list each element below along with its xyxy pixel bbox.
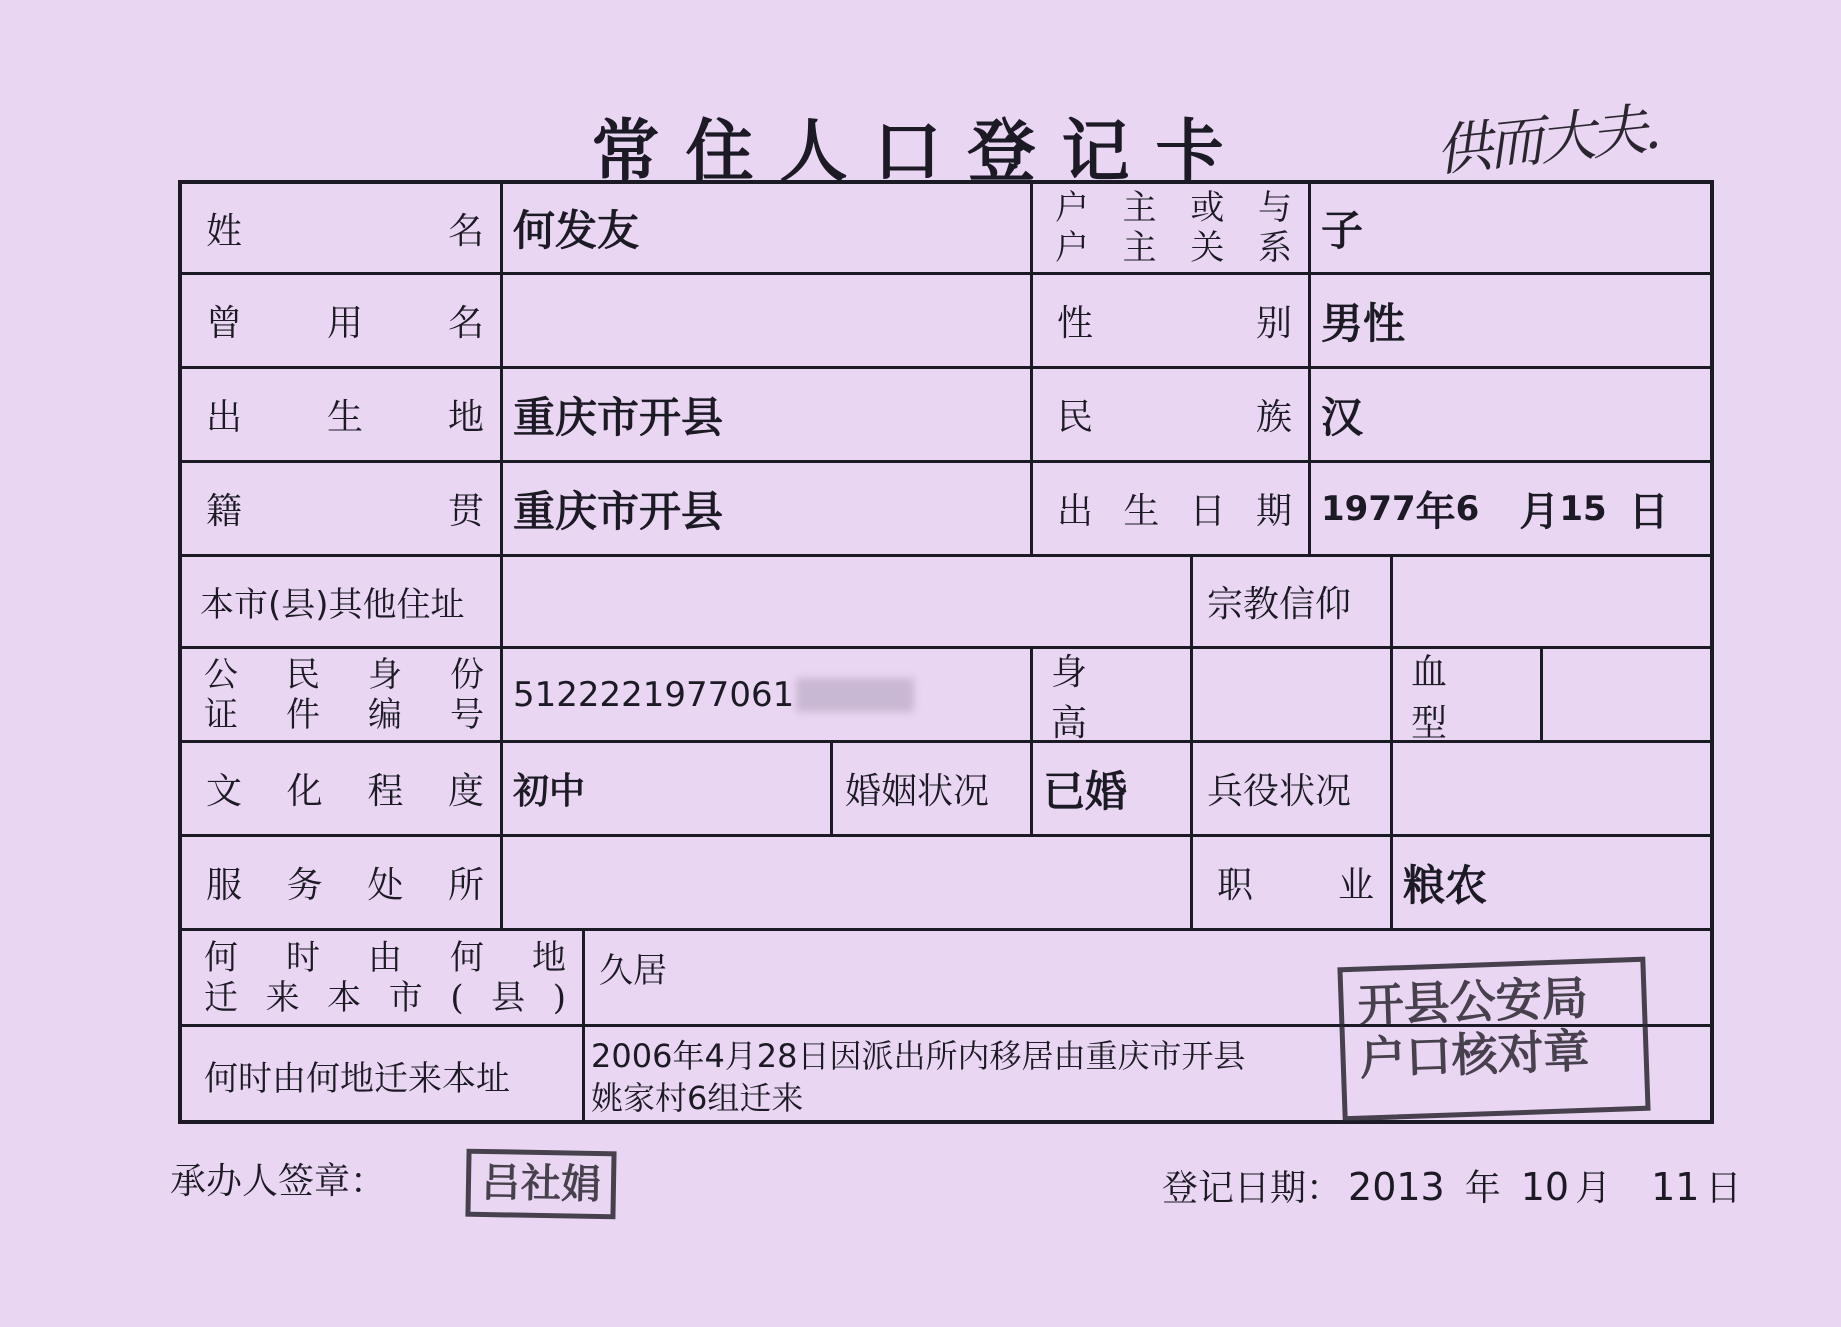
- label-char: 化: [286, 771, 323, 812]
- label-char: 县: [491, 977, 526, 1018]
- moved-city-value: 久居: [582, 928, 1714, 1024]
- id-number-label: [182, 646, 500, 740]
- label-char: 职: [1217, 865, 1254, 906]
- label-char: 处: [367, 865, 404, 906]
- label-char: 生: [1123, 491, 1160, 532]
- label-char: 姓: [206, 210, 243, 252]
- label-char: 贯: [447, 491, 484, 532]
- label-char: 地: [532, 937, 566, 978]
- label-char: 本: [327, 977, 362, 1018]
- redaction-blur: [796, 678, 914, 712]
- moved-address-label: 何时由何地迁来本址: [182, 1024, 582, 1124]
- birthplace-value: 重庆市开县: [500, 366, 1030, 460]
- marital-label: 婚姻状况: [830, 740, 1030, 834]
- card-title: 常住人口登记卡: [591, 113, 1250, 192]
- native-place-label: [182, 460, 500, 554]
- label-char: 名: [447, 210, 484, 252]
- label-char: 与: [1257, 188, 1292, 228]
- name-value: 何发友: [500, 184, 1030, 272]
- label-char: (: [450, 977, 464, 1018]
- occupation-value: 粮农: [1390, 834, 1714, 928]
- label-char: 日: [1189, 491, 1226, 532]
- label-char: 证: [204, 694, 238, 735]
- label-char: 度: [447, 771, 484, 812]
- education-value: 初中: [500, 740, 830, 834]
- other-address-label: 本市(县)其他住址: [182, 554, 500, 646]
- education-label: [182, 740, 500, 834]
- moved-city-label: [182, 928, 582, 1024]
- label-char: 件: [286, 694, 320, 735]
- former-name-value: [500, 272, 1030, 366]
- relation-label: [1030, 184, 1308, 272]
- native-place-value: 重庆市开县: [500, 460, 1030, 554]
- label-char: 名: [447, 303, 484, 344]
- sex-value: 男性: [1308, 272, 1714, 366]
- label-char: 族: [1255, 397, 1292, 438]
- label-char: 出: [206, 397, 243, 438]
- label-char: 出: [1057, 491, 1094, 532]
- label-char: 何: [204, 937, 238, 978]
- label-char: 曾: [206, 303, 243, 344]
- label-char: 务: [286, 865, 323, 906]
- label-char: 文: [206, 771, 243, 812]
- religion-label: 宗教信仰: [1190, 554, 1390, 646]
- label-char: 由: [368, 937, 402, 978]
- name-label: [182, 184, 500, 272]
- label-char: 程: [367, 771, 404, 812]
- label-char: 身: [368, 654, 402, 695]
- label-char: 所: [447, 865, 484, 906]
- label-char: 来: [265, 977, 300, 1018]
- label-char: 编: [368, 694, 402, 735]
- ethnicity-label: [1030, 366, 1308, 460]
- label-char: 业: [1337, 865, 1374, 906]
- height-label: 身高: [1030, 646, 1190, 740]
- relation-value: 子: [1308, 184, 1714, 272]
- ethnicity-value: 汉: [1308, 366, 1714, 460]
- occupation-label: [1190, 834, 1390, 928]
- handwritten-note: 供而大夫.: [1432, 96, 1661, 185]
- police-verification-stamp: 开县公安局 户口核对章: [1337, 957, 1650, 1122]
- label-char: 公: [204, 654, 238, 695]
- id-number-value: 5122221977061: [500, 646, 1030, 740]
- birth-date-label: [1030, 460, 1308, 554]
- label-char: 市: [388, 977, 423, 1018]
- label-char: 主: [1122, 228, 1157, 268]
- blood-type-value: [1540, 646, 1714, 740]
- label-char: 服: [206, 865, 243, 906]
- label-char: 主: [1122, 188, 1157, 228]
- moved-address-value: 2006年4月28日因派出所内移居由重庆市开县 姚家村6组迁来: [582, 1024, 1714, 1124]
- marital-value: 已婚: [1030, 740, 1190, 834]
- label-char: 份: [450, 654, 484, 695]
- label-char: 系: [1257, 228, 1292, 268]
- workplace-label: [182, 834, 500, 928]
- military-label: 兵役状况: [1190, 740, 1390, 834]
- label-char: 用: [326, 303, 363, 344]
- label-char: 民: [286, 654, 320, 695]
- label-char: 号: [450, 694, 484, 735]
- former-name-label: [182, 272, 500, 366]
- other-address-value: [500, 554, 1190, 646]
- label-char: 户: [1055, 188, 1089, 228]
- sex-label: [1030, 272, 1308, 366]
- label-char: 生: [326, 397, 363, 438]
- label-char: 籍: [206, 491, 243, 532]
- label-char: 期: [1255, 491, 1292, 532]
- handler-signature-label: 承办人签章：: [170, 1161, 387, 1202]
- blood-type-label: 血型: [1390, 646, 1540, 740]
- label-char: 或: [1190, 188, 1225, 228]
- label-char: 别: [1255, 303, 1292, 344]
- label-char: ): [552, 977, 566, 1018]
- label-char: 民: [1057, 397, 1094, 438]
- label-char: 地: [447, 397, 484, 438]
- workplace-value: [500, 834, 1190, 928]
- birthplace-label: [182, 366, 500, 460]
- religion-value: [1390, 554, 1714, 646]
- label-char: 时: [286, 937, 320, 978]
- label-char: 户: [1055, 228, 1089, 268]
- handler-seal: 吕社娟: [465, 1149, 616, 1220]
- military-value: [1390, 740, 1714, 834]
- birth-date-value: 1977 年 6 月 15 日: [1308, 460, 1714, 554]
- registration-date: 登记日期： 2013 年 10 月 11 日: [1162, 1165, 1742, 1209]
- height-value: [1190, 646, 1390, 740]
- label-char: 关: [1190, 228, 1225, 268]
- label-char: 何: [450, 937, 484, 978]
- label-char: 迁: [204, 977, 238, 1018]
- label-char: 性: [1057, 303, 1094, 344]
